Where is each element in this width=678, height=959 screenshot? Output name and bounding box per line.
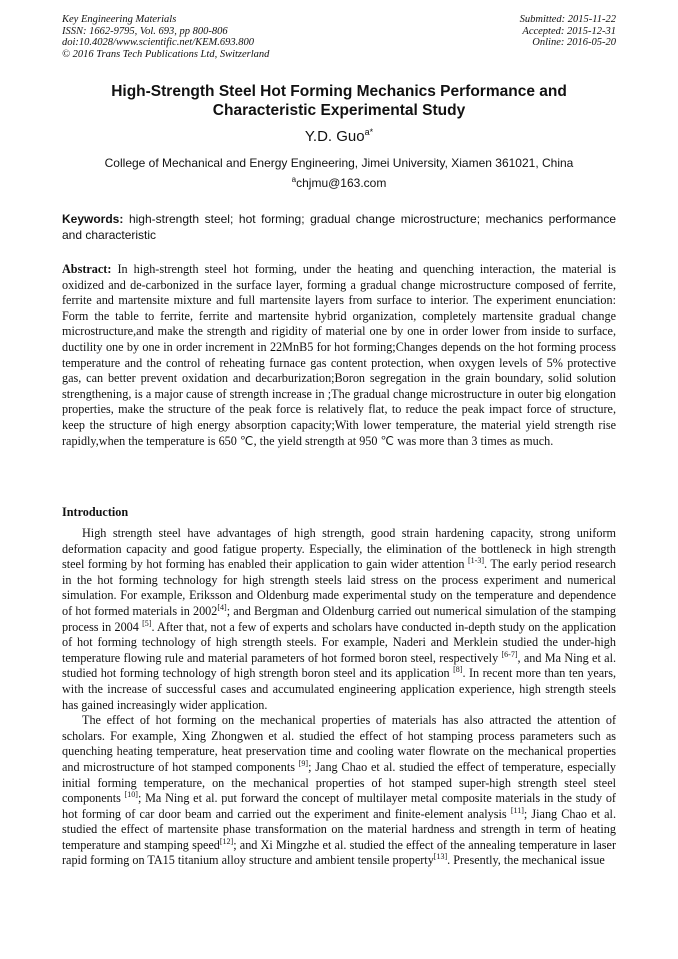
abstract-text: In high-strength steel hot forming, under the heating and quenching interaction, the material is oxidized and de-carbonized in the surface layer, forming a gradual change microstructure composed of ferrite, ferrite and martensite mixture and full martensite layers from surface to interior. The experiment enunciation: Form the table to ferrite, ferrite and martensite hybrid organization, completely martensite gradual change microstructure,and make the strength and rigidity of material one by one in order lower from inside to surface, ductility one by one in order increment in 22MnB5 for hot forming;Changes depends on the hot forming process temperature and the control of reheating furnace gas content protection, when oxygen levels of 5% protective gas, can better prevent oxidation and decarburization;Boron segregation in the grain boundary, solid solution strengthening, is a major cause of strength increase in ;The gradual change microstructure in outer big elongation properties, make the structure of the peak force is relatively flat, to reduce the peak impact force of structure, keep the structure of high energy absorption capacity;With lower temperature, the material yield strength rise rapidly,when the temperature is 650 ℃, the yield strength at 950 ℃ was more than 3 times as much. (62, 262, 617, 448)
citation: [12] (219, 836, 234, 846)
issn-volume: ISSN: 1662-9795, Vol. 693, pp 800-806 (62, 25, 228, 37)
submitted-date: Submitted: 2015-11-22 (519, 14, 616, 25)
abstract (62, 262, 616, 449)
text-span: ; Jang Chao et al. studied the effect of temperature, especially initial forming temperature, on the mechanical properties of hot stamped super-high strength steel steel components (62, 759, 616, 806)
doi: doi:10.4028/www.scientific.net/KEM.693.800 (62, 37, 254, 48)
email-address[interactable]: chjmu@163.com (296, 176, 387, 190)
citation: [13] (433, 852, 448, 862)
author-line (62, 128, 616, 146)
journal-info (62, 14, 269, 60)
text-span: ; Jiang Chao et al. studied the effect of martensite phase transformation on the material hardness and strength in term of heating temperature and stamping speed (62, 806, 616, 852)
paragraph-2 (62, 713, 616, 869)
online-date: Online: 2016-05-20 (532, 37, 616, 48)
text-span: . In recent more than ten years, with the increase of successful cases and accumulated engineering application experience, high strength steels has gained increasingly wider application. (62, 666, 616, 712)
text-span: The effect of hot forming on the mechanical properties of materials has also attracted the attention of scholars. For example, Xing Zhongwen et al. studied the effect of hot stamping process parameters such as quenching heating temperature, heat preservation time and cooling water flowrate on the mechanical properties and microstructure of hot stamped components (62, 713, 616, 774)
paragraph-1 (62, 526, 616, 713)
text-span: , and Ma Ning et al. studied hot forming technology of high strength boron steel and its application (62, 650, 617, 681)
text-span: High strength steel have advantages of high strength, good strain hardening capacity, strong uniform deformation capacity and good fatigue property. Especially, the elimination of the bottleneck in high strength steel forming by hot forming has enabled their application to gain wider attention (62, 526, 616, 572)
author-name: Y.D. Guo (304, 128, 365, 145)
citation: [6-7] (501, 649, 518, 659)
citation: [9] (298, 758, 309, 768)
text-span: ; and Xi Mingzhe et al. studied the effect of the annealing temperature in laser rapid forming on TA15 titanium alloy structure and ambient tensile property (62, 837, 616, 868)
copyright: © 2016 Trans Tech Publications Ltd, Switzerland (62, 48, 270, 60)
citation: [5] (142, 618, 152, 628)
keywords-text: high-strength steel; hot forming; gradual change microstructure; mechanics performance and characteristic (62, 212, 616, 242)
keywords (62, 212, 616, 243)
text-span: . Presently, the mechanical issue (447, 853, 605, 868)
citation: [11] (510, 805, 524, 815)
citation: [8] (453, 665, 463, 675)
section-heading-introduction: Introduction (62, 505, 129, 519)
text-span: . After that, not a few of experts and scholars have conducted in-depth study on the application of hot forming technology of high strength steels. For example, Naderi and Merklein studied the under-high temperature flowing rule and material parameters of hot formed boron steel, respectively (62, 619, 617, 665)
text-span: ; and Bergman and Oldenburg carried out numerical simulation of the stamping process in 2004 (62, 603, 616, 634)
citation: [10] (124, 790, 138, 800)
accepted-date: Accepted: 2015-12-31 (522, 25, 616, 37)
text-span: . The early period research in the hot forming technology for high strength steels laid stress on the process experiment and numerical simulation. For example, Eriksson and Oldenburg made experimental study on the temperature and dependence of hot formed materials in 2002 (62, 557, 616, 618)
affiliation: College of Mechanical and Energy Engineering, Jimei University, Xiamen 361021, China (104, 156, 574, 170)
journal-name: Key Engineering Materials (62, 14, 177, 25)
citation: [4] (217, 602, 227, 612)
text-span: ; Ma Ning et al. put forward the concept of multilayer metal composite materials in the study of hot forming of car door beam and carried out the experiment and finite-element analysis (62, 791, 616, 821)
title-line-1: High-Strength Steel Hot Forming Mechanics Performance and (111, 83, 567, 100)
author-mark: a* (364, 127, 374, 137)
paper-title (62, 82, 616, 120)
introduction-body (62, 526, 616, 869)
email-line (62, 176, 616, 191)
dates-info (520, 14, 616, 49)
keywords-label: Keywords: (62, 212, 124, 226)
citation: [1-3] (468, 556, 485, 566)
title-line-2: Characteristic Experimental Study (212, 102, 466, 119)
email-mark: a (291, 175, 297, 184)
abstract-label: Abstract: (62, 262, 112, 276)
